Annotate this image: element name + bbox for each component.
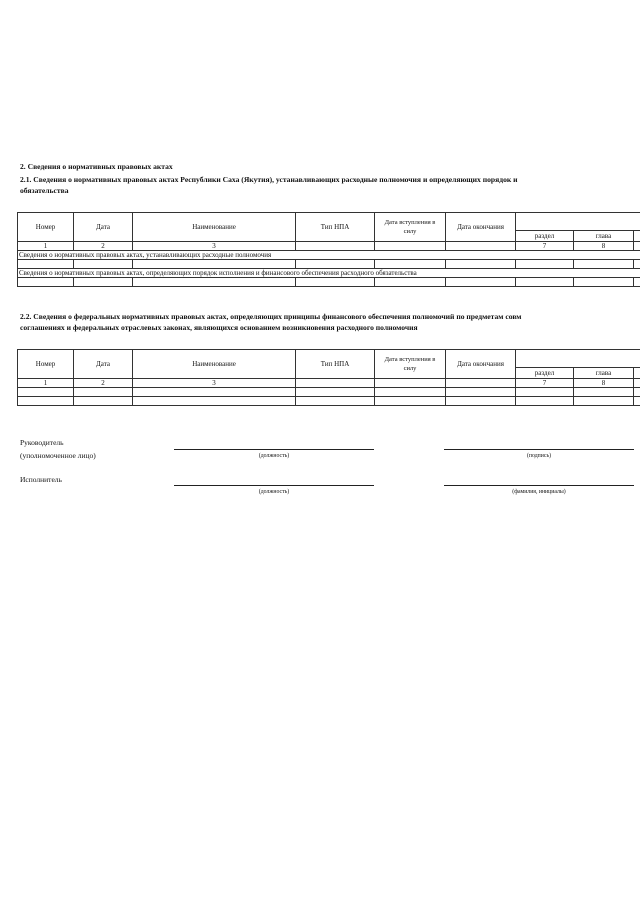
head-position-line [174,449,374,450]
table-row [18,397,640,406]
colnum-8: 8 [574,379,634,388]
colnum-3: 3 [133,242,296,251]
colnum-2: 2 [74,242,133,251]
table-row [18,260,640,269]
head-label: Руководитель [20,438,64,447]
subsection-2-1-title-line2: обязательства [20,186,69,195]
header-name: Наименование [133,350,296,379]
table-row [18,388,640,397]
header-extra [634,231,640,242]
header-npa-type: Тип НПА [296,350,375,379]
table-row [18,278,640,287]
header-npa-type: Тип НПА [296,213,375,242]
npa-table-2-1 [17,212,640,287]
colnum-7: 7 [516,379,574,388]
header-extra [634,368,640,379]
header-effective-date: Дата вступления в силу [375,213,446,242]
header-name: Наименование [133,213,296,242]
group-row-execution-order: Сведения о нормативных правовых актах, определяющих порядок исполнения и финансового обеспечения расходного обязательства [18,269,640,278]
header-chapter: глава [574,368,634,379]
executor-name-line [444,485,634,486]
colnum-2: 2 [74,379,133,388]
head-signature-line [444,449,634,450]
header-end-date: Дата окончания [446,350,516,379]
header-effective-date: Дата вступления в силу [375,350,446,379]
executor-position-line [174,485,374,486]
colnum-8: 8 [574,242,634,251]
subsection-2-2-title-line1: 2.2. Сведения о федеральных нормативных правовых актах, определяющих принципы финансового обеспечения полномочий по предметам совм [20,312,522,321]
header-section: раздел [516,368,574,379]
header-number: Номер [18,350,74,379]
header-end-date: Дата окончания [446,213,516,242]
head-label-authorized: (уполномоченное лицо) [20,451,96,460]
section-2-title: 2. Сведения о нормативных правовых актах [20,162,173,171]
group-row-spending-powers: Сведения о нормативных правовых актах, устанавливающих расходные полномочия [18,251,640,260]
npa-table-2-2 [17,349,640,406]
header-date: Дата [74,213,133,242]
header-classification-group [516,213,640,231]
executor-label: Исполнитель [20,475,62,484]
head-position-caption: (должность) [258,453,290,459]
header-chapter: глава [574,231,634,242]
header-section: раздел [516,231,574,242]
header-classification-group [516,350,640,368]
colnum-7: 7 [516,242,574,251]
subsection-2-2-title-line2: соглашениях и федеральных отраслевых законах, являющихся основанием возникновения расходного полномочия [20,323,418,332]
head-signature-caption: (подпись) [526,453,552,459]
header-date: Дата [74,350,133,379]
executor-position-caption: (должность) [258,489,290,495]
executor-name-caption: (фамилия, инициалы) [512,489,566,495]
subsection-2-1-title-line1: 2.1. Сведения о нормативных правовых актах Республики Саха (Якутия), устанавливающих расходные полномочия и определяющих порядок и [20,175,518,184]
header-number: Номер [18,213,74,242]
colnum-1: 1 [18,242,74,251]
colnum-3: 3 [133,379,296,388]
colnum-1: 1 [18,379,74,388]
